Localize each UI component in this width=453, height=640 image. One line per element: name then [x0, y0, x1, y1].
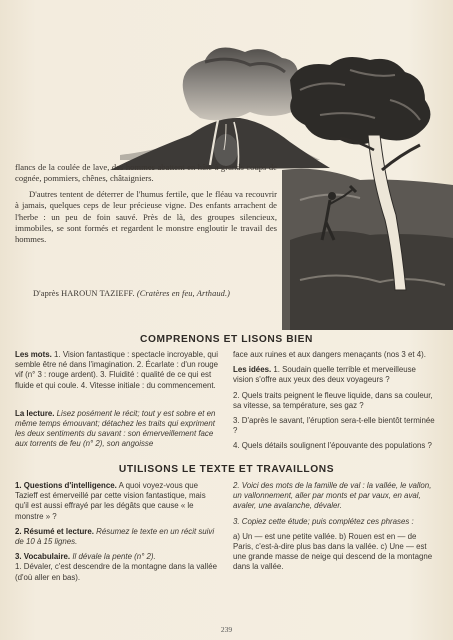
paragraph: D'autres tentent de déterrer de l'humus fertile, que le fléau va recouvrir à jamais, quelques ceps de leur précieuse vigne. Des enfants arrachent de l'herbe : un peu de foin sauvé. Près de là, des groupes silencieux, immobiles, se sont formés et regardent le monstre engloutir le travail des hommes. — [15, 188, 277, 245]
section-heading: COMPRENONS ET LISONS BIEN — [140, 334, 313, 345]
label-lecture: La lecture. — [15, 408, 55, 418]
paragraph: flancs de la coulée de lave, des hommes abattent en hâte à grands coups de cognée, pommiers, chênes, châtaigniers. — [15, 162, 277, 184]
question: 2. Quels traits peignent le fleuve liquide, dans sa couleur, sa vitesse, sa température, ses gaz ? — [233, 390, 433, 410]
vocab-item: 3. Copiez cette étude; puis complétez ces phrases : — [233, 516, 414, 526]
lecture-text: Lisez posément le récit; tout y est sobre et en même temps émouvant; détachez les traits qui expriment les deux sentiments du savant : son émerveillement face aux torrents de feu (n° 2), son angoisse — [15, 408, 216, 449]
label-q1: 1. Questions d'intelligence. — [15, 481, 117, 490]
label-mots: Les mots. — [15, 350, 52, 359]
section-heading: UTILISONS LE TEXTE ET TRAVAILLONS — [118, 464, 335, 475]
q2-text: Résumez le texte en un récit suivi de 10 à 15 lignes. — [15, 526, 215, 547]
mots-text: 1. Vision fantastique : spectacle incroyable, qui semble être né dans l'imagination. 2. Écarlate : d'un rouge vif (n° 3 : rouge ardent). 3. Fluidité : qualité de ce qui est fluide et qui coule. 4. Vitesse initiale : du commencement. — [15, 350, 219, 390]
source: (Cratères en feu, Arthaud.) — [136, 289, 231, 298]
label-q3: 3. Vocabulaire. — [15, 552, 71, 562]
credit-line — [33, 289, 230, 298]
label-q2: 2. Résumé et lecture. — [15, 526, 94, 536]
right-column-1 — [233, 350, 438, 457]
left-column-2 — [15, 481, 219, 588]
question: 3. D'après le savant, l'éruption sera-t-elle bientôt terminée ? — [233, 416, 435, 436]
label-idees: Les idées. — [233, 365, 272, 375]
question: 1. Soudain quelle terrible et merveilleuse vision s'offre aux yeux des deux voyageurs ? — [233, 365, 416, 385]
story-text — [15, 162, 277, 250]
page-number: 239 — [220, 625, 233, 634]
q3-item: 1. Dévaler, c'est descendre de la montagne dans la vallée (d'où aller en bas). — [15, 562, 217, 582]
tree-foliage — [290, 57, 430, 145]
right-column-2 — [233, 481, 438, 578]
exercise-text: a) Un — est une petite vallée. b) Rouen est en — de Paris, c'est-à-dire plus bas dans la vallée. c) Une — est une grande masse de neige qui descend de la montagne dans la vallée. — [233, 531, 433, 572]
smoke-cloud — [183, 48, 304, 121]
question: 4. Quels détails soulignent l'épouvante des populations ? — [233, 441, 432, 451]
author: D'après HAROUN TAZIEFF. — [33, 289, 135, 298]
left-column-1 — [15, 350, 219, 455]
right-top-text: face aux ruines et aux dangers menaçants (nos 3 et 4). — [233, 350, 426, 359]
vocab-item: 2. Voici des mots de la famille de val : la vallée, le vallon, un vallonnement, aller par monts et par vaux, en aval, avaler, une avalanche, dévaler. — [233, 481, 432, 511]
q3-text: Il dévale la pente (n° 2). — [72, 552, 156, 562]
q1-text: A quoi voyez-vous que Tazieff est émerveillé par cette vision fantastique, mais qu'il est aussi effrayé par les dégâts que cause « le monstre » ? — [15, 481, 206, 521]
